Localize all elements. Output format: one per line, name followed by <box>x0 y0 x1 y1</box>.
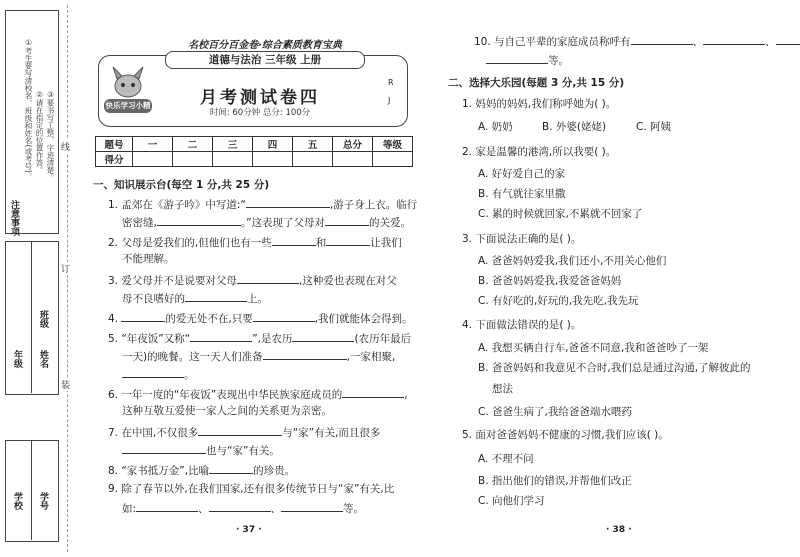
binding-strip <box>0 0 75 557</box>
answer-blank[interactable] <box>237 272 299 284</box>
answer-blank[interactable] <box>263 348 347 360</box>
exam-meta: 时间: 60分钟 总分: 100分 <box>209 108 311 118</box>
text-line: 母不良嗜好的 上。 <box>122 290 268 306</box>
score-cell[interactable] <box>213 152 253 167</box>
series-title: 名校百分百金卷·综合素质教育宝典 <box>188 40 342 51</box>
score-cell[interactable] <box>133 152 173 167</box>
info-box-2 <box>5 440 59 542</box>
field-school: 学校 <box>12 492 22 510</box>
option-choice[interactable]: A. 好好爱自己的家 <box>478 168 566 180</box>
score-cell[interactable] <box>333 152 373 167</box>
option-continuation[interactable]: 想法 <box>492 383 513 395</box>
option-choice[interactable]: B. 有气就往家里撒 <box>478 188 566 200</box>
option-choice[interactable]: B. 爸爸妈妈和我意见不合时,我们总是通过沟通,了解彼此的 <box>478 362 751 374</box>
note-3: ③要书写工整、字迹清楚。 <box>46 90 55 182</box>
question-stem: 4. 下面做法错误的是( )。 <box>462 319 582 331</box>
answer-blank[interactable] <box>272 234 316 246</box>
answer-blank[interactable] <box>253 310 315 322</box>
option-choice[interactable]: A. 爸爸妈妈爱我,我们还小,不用关心他们 <box>478 255 667 267</box>
cut-mark-xian: 线 <box>61 140 70 153</box>
answer-blank[interactable] <box>326 234 370 246</box>
score-cell[interactable] <box>173 152 213 167</box>
notes-label: 注意事项 <box>9 200 19 236</box>
option-choice[interactable]: A. 不理不问 <box>478 453 534 465</box>
text-line: 3. 爱父母并不是说要对父母 ,这种爱也表现在对父 <box>108 272 397 288</box>
score-table-score-row: 得分 <box>96 152 413 167</box>
option-choice[interactable]: B. 外婆(姥姥) <box>542 121 607 133</box>
text-line: 9. 除了春节以外,在我们国家,还有很多传统节日与“家”有关,比 <box>108 483 395 495</box>
cut-mark-ding: 订 <box>61 262 70 275</box>
option-choice[interactable]: A. 我想买辆自行车,爸爸不同意,我和爸爸吵了一架 <box>478 342 709 354</box>
text-line: 10. 与自己平辈的家庭成员称呼有 、 、 <box>474 33 800 49</box>
answer-blank[interactable] <box>246 196 330 208</box>
answer-blank[interactable] <box>292 330 354 342</box>
answer-blank[interactable] <box>342 386 404 398</box>
answer-blank[interactable] <box>209 462 253 474</box>
text-line: 5. “年夜饭”又称“ ”,是农历 (农历年最后 <box>108 330 411 346</box>
score-cell[interactable] <box>253 152 293 167</box>
logo-text: 快乐学习小精灵 <box>105 101 151 122</box>
note-2: ②请在指定的位置作答。 <box>35 90 44 174</box>
text-line: 不能理解。 <box>122 253 175 265</box>
option-choice[interactable]: C. 阿姨 <box>636 121 672 133</box>
subject-banner: 道德与法治 三年级 上册 <box>165 51 365 69</box>
edition-mark: R J <box>388 78 394 105</box>
answer-blank[interactable] <box>121 310 165 322</box>
answer-blank[interactable] <box>325 214 369 226</box>
answer-blank[interactable] <box>198 424 282 436</box>
score-table <box>95 136 413 167</box>
option-choice[interactable]: C. 累的时候就回家,不累就不回家了 <box>478 208 643 220</box>
question-stem: 1. 妈妈的妈妈,我们称呼她为( )。 <box>462 98 617 110</box>
text-line: 一天)的晚餐。这一天人们准备 ,一家相聚, <box>122 348 395 364</box>
cut-line <box>67 5 68 552</box>
question-stem: 3. 下面说法正确的是( )。 <box>462 233 582 245</box>
field-class: 班级 <box>38 310 48 328</box>
text-line: 也与“家”有关。 <box>122 442 280 458</box>
option-choice[interactable]: B. 爸爸妈妈爱我,我爱爸爸妈妈 <box>478 275 622 287</box>
field-grade: 年级 <box>12 350 22 368</box>
answer-blank[interactable] <box>703 33 765 45</box>
text-line: 2. 父母是爱我们的,但他们也有一些 和 让我们 <box>108 234 402 250</box>
answer-blank[interactable] <box>486 52 548 64</box>
score-cell[interactable] <box>293 152 333 167</box>
question-stem: 5. 面对爸爸妈妈不健康的习惯,我们应该( )。 <box>462 429 669 441</box>
option-choice[interactable]: A. 奶奶 <box>478 121 513 133</box>
field-name: 姓名 <box>38 350 48 368</box>
section-2-title: 二、选择大乐园(每题 3 分,共 15 分) <box>448 77 625 89</box>
score-table-header-row: 题号 一 二 三 四 五 总分 等级 <box>96 137 413 152</box>
answer-blank[interactable] <box>281 500 343 512</box>
answer-blank[interactable] <box>209 500 271 512</box>
option-choice[interactable]: C. 有好吃的,好玩的,我先吃,我先玩 <box>478 295 639 307</box>
option-choice[interactable]: C. 向他们学习 <box>478 495 545 507</box>
answer-blank[interactable] <box>122 366 184 378</box>
field-student-no: 学号 <box>38 492 48 510</box>
answer-blank[interactable] <box>631 33 693 45</box>
text-line: 1. 孟郊在《游子吟》中写道:“ ,游子身上衣。临行 <box>108 196 417 212</box>
text-line: 4. 的爱无处不在,只要 ,我们就能体会得到。 <box>108 310 413 326</box>
text-line: 等。 <box>486 52 569 68</box>
text-line: 这种互敬互爱使一家人之间的关系更为亲密。 <box>122 405 332 417</box>
section-1-title: 一、知识展示台(每空 1 分,共 25 分) <box>93 179 270 191</box>
answer-blank[interactable] <box>136 500 198 512</box>
info-box-1 <box>5 241 59 395</box>
mascot-logo <box>102 66 154 122</box>
text-line: 6. 一年一度的“年夜饭”表现出中华民族家庭成员的 , <box>108 386 408 402</box>
text-line: 如: 、 、 等。 <box>122 500 364 516</box>
note-1: ①考生要写清校名、班级和姓名(或考号)。 <box>24 38 33 181</box>
exam-title: 月考测试卷四 <box>200 88 320 108</box>
page-number-left: · 37 · <box>236 525 262 535</box>
answer-blank[interactable] <box>122 442 206 454</box>
text-line: 密密缝, 。”这表现了父母对 的关爱。 <box>122 214 411 230</box>
text-line: 7. 在中国,不仅很多 与“家”有关,而且很多 <box>108 424 380 440</box>
text-line: 。 <box>122 366 195 382</box>
answer-blank[interactable] <box>776 33 800 45</box>
option-choice[interactable]: C. 爸爸生病了,我给爸爸端水喂药 <box>478 406 632 418</box>
cut-mark-zhuang: 装 <box>61 378 70 391</box>
text-line: 8. “家书抵万金”,比喻 的珍贵。 <box>108 462 295 478</box>
answer-blank[interactable] <box>157 214 241 226</box>
page-number-right: · 38 · <box>606 525 632 535</box>
answer-blank[interactable] <box>190 330 252 342</box>
score-cell[interactable] <box>373 152 413 167</box>
answer-blank[interactable] <box>185 290 247 302</box>
option-choice[interactable]: B. 指出他们的错误,并帮他们改正 <box>478 475 632 487</box>
question-stem: 2. 家是温馨的港湾,所以我要( )。 <box>462 146 617 158</box>
